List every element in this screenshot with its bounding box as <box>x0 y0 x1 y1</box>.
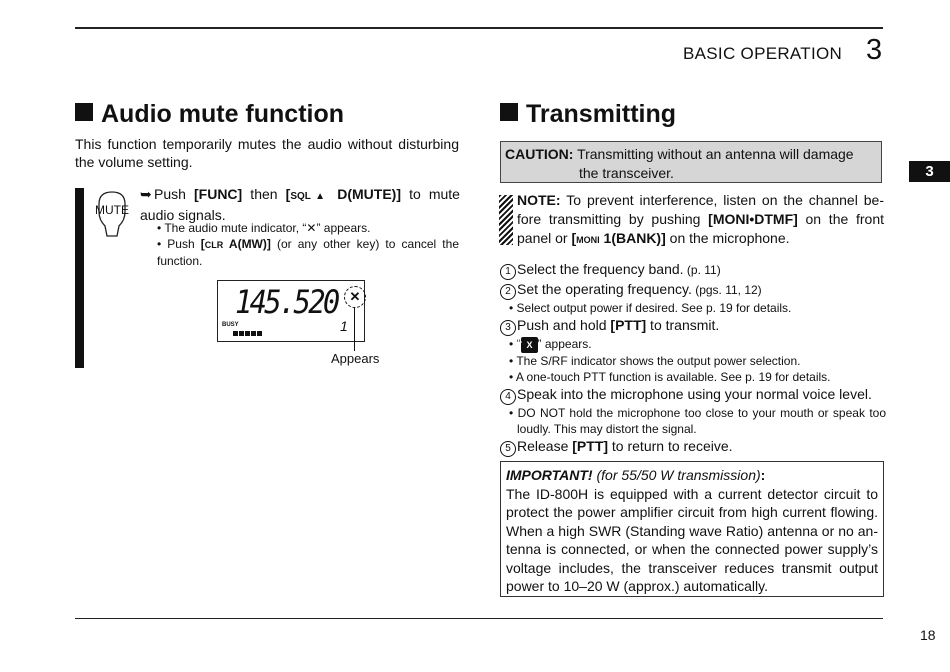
square-bullet-icon <box>75 103 93 121</box>
transmitting-title: Transmitting <box>500 100 676 129</box>
important-box: IMPORTANT! (for 55/50 W transmission): The ID-800H is equipped with a current detector circuit to protect the power amplifier circuit from high current flowing. When a high SWR (Standing wave Ratio) antenna or no an-tenna is connected, or when the connected power supply’s voltage includes, the transceiver reduces transmit output power to 10–20 W (approx.) automatically. <box>500 461 884 597</box>
callout-line <box>354 307 355 351</box>
transmit-steps <box>500 260 886 457</box>
lcd-busy-indicator: BUSY <box>222 322 239 328</box>
lcd-frequency: 145.520 <box>235 283 338 321</box>
step-2: 2 Set the operating frequency. (pgs. 11, 12) <box>500 280 886 300</box>
mute-indicator-icon: ✕ <box>344 286 366 308</box>
section-header: BASIC OPERATION <box>683 44 843 63</box>
audio-mute-title: Audio mute function <box>75 100 344 129</box>
step-5: 5 Release [PTT] to return to receive. <box>500 437 886 457</box>
step-3-bullet-3: • A one-touch PTT function is available. See p. 19 for details. <box>509 370 831 384</box>
step-3-bullet-1: • “T X ” appears. <box>509 337 592 351</box>
step-3: 3 Push and hold [PTT] to transmit. <box>500 316 886 336</box>
step-4: 4 Speak into the microphone using your normal voice level. <box>500 385 886 405</box>
instruction-bar <box>75 188 84 368</box>
mute-bullet-1: • The audio mute indicator, “✕” appears. <box>157 221 371 235</box>
caution-box: CAUTION: Transmitting without an antenna will damage the transceiver. <box>500 141 882 183</box>
note-text: NOTE: To prevent interference, listen on the channel be-fore transmitting by pushing [MONI•DTMF] on the front panel or [MONI 1(BANK)] on the microphone. <box>517 192 884 246</box>
mute-bullet-2: • Push [CLR A(MW)] (or any other key) to cancel the function. <box>157 237 459 268</box>
arrow-icon: ➥ <box>140 186 152 202</box>
mute-key-label: MUTE <box>95 203 129 217</box>
chapter-tab: 3 <box>909 161 950 182</box>
square-bullet-icon <box>500 103 518 121</box>
step-2-bullet: • Select output power if desired. See p. 19 for details. <box>509 301 792 315</box>
audio-mute-intro: This function temporarily mutes the audio without disturbing the volume setting. <box>75 136 459 170</box>
header-rule <box>75 27 883 29</box>
lcd-signal-bars <box>233 323 263 341</box>
lcd-digit: 1 <box>340 318 348 334</box>
appears-callout: Appears <box>331 351 380 366</box>
footer-rule <box>75 618 883 619</box>
step-4-bullet: • DO NOT hold the microphone too close to your mouth or speak too loudly. This may distort the signal. <box>509 406 886 436</box>
step-3-bullet-2: • The S/RF indicator shows the output power selection. <box>509 354 801 368</box>
push-instruction: ➥ Push [FUNC] then [SQL▲ D(MUTE)] to mute audio signals. <box>140 186 460 223</box>
page-number: 18 <box>920 627 936 643</box>
tx-indicator-icon: T X <box>521 337 538 353</box>
chapter-number: 3 <box>866 34 883 66</box>
note-hatch-icon <box>499 195 513 245</box>
mute-bullets <box>157 220 459 269</box>
step-1: 1 Select the frequency band. (p. 11) <box>500 260 886 280</box>
